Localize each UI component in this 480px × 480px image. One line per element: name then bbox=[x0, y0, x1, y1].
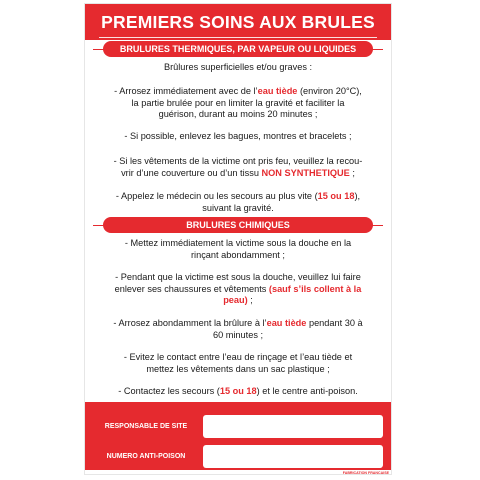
chemical-item-1: - Mettez immédiatement la victime sous la douche en la rinçant abondamment ; bbox=[124, 238, 352, 260]
section-header-thermal: BRULURES THERMIQUES, PAR VAPEUR OU LIQUIDES bbox=[103, 41, 373, 57]
chemical-item-4: - Evitez le contact entre l’eau de rinçage et l’eau tiède et mettez les vêtements dans un sac plastique ; bbox=[123, 352, 353, 374]
thermal-item-2: - Si possible, enlevez les bagues, montres et bracelets ; bbox=[124, 131, 352, 141]
highlight-sauf-collent: (sauf s’ils collent à la bbox=[268, 283, 362, 294]
poster-title: PREMIERS SOINS AUX BRULES bbox=[101, 11, 375, 32]
chemical-item-2: - Pendant que la victime est sous la douche, veuillez lui faire enlever ses chaussures et vêtements (sauf s’ils collent à la peau) ; bbox=[114, 272, 362, 306]
highlight-non-synthetique: NON SYNTHETIQUE bbox=[261, 167, 350, 178]
chemical-item-5: - Contactez les secours (15 ou 18) et le centre anti-poison. bbox=[118, 386, 358, 396]
thermal-intro: Brûlures superficielles et/ou graves : bbox=[163, 62, 313, 72]
antipoison-field[interactable] bbox=[203, 445, 383, 468]
fabrication-note: FABRICATION FRANCAISE bbox=[342, 471, 389, 475]
highlight-15-ou-18-2: 15 ou 18 bbox=[219, 386, 257, 396]
thermal-item-4: - Appelez le médecin ou les secours au plus vite (15 ou 18), suivant la gravité. bbox=[115, 191, 361, 213]
title-band bbox=[85, 4, 391, 40]
chemical-item-3: - Arrosez abondamment la brûlure à l’eau tiède pendant 30 à 60 minutes ; bbox=[113, 318, 363, 340]
section-header-chemical: BRULURES CHIMIQUES bbox=[103, 217, 373, 233]
thermal-item-1: - Arrosez immédiatement avec de l’eau tiède (environ 20°C), la partie brulée pour en limiter la gravité et faciliter la guérison, durant au moins 20 minutes ; bbox=[114, 86, 362, 120]
highlight-eau-tiede-2: eau tiède bbox=[266, 318, 307, 328]
highlight-peau: peau) bbox=[223, 295, 248, 306]
highlight-eau-tiede: eau tiède bbox=[257, 86, 298, 96]
title-underline bbox=[99, 37, 377, 38]
responsable-field[interactable] bbox=[203, 415, 383, 438]
responsable-label: RESPONSABLE DE SITE bbox=[104, 423, 188, 430]
antipoison-label: NUMERO ANTI-POISON bbox=[106, 453, 186, 460]
poster-sheet bbox=[85, 4, 391, 474]
footer-band bbox=[85, 402, 391, 470]
thermal-item-3: - Si les vêtements de la victime ont pris feu, veuillez la recou- vrir d’une couverture ou d’un tissu NON SYNTHETIQUE ; bbox=[113, 156, 363, 178]
highlight-15-ou-18: 15 ou 18 bbox=[317, 191, 355, 201]
